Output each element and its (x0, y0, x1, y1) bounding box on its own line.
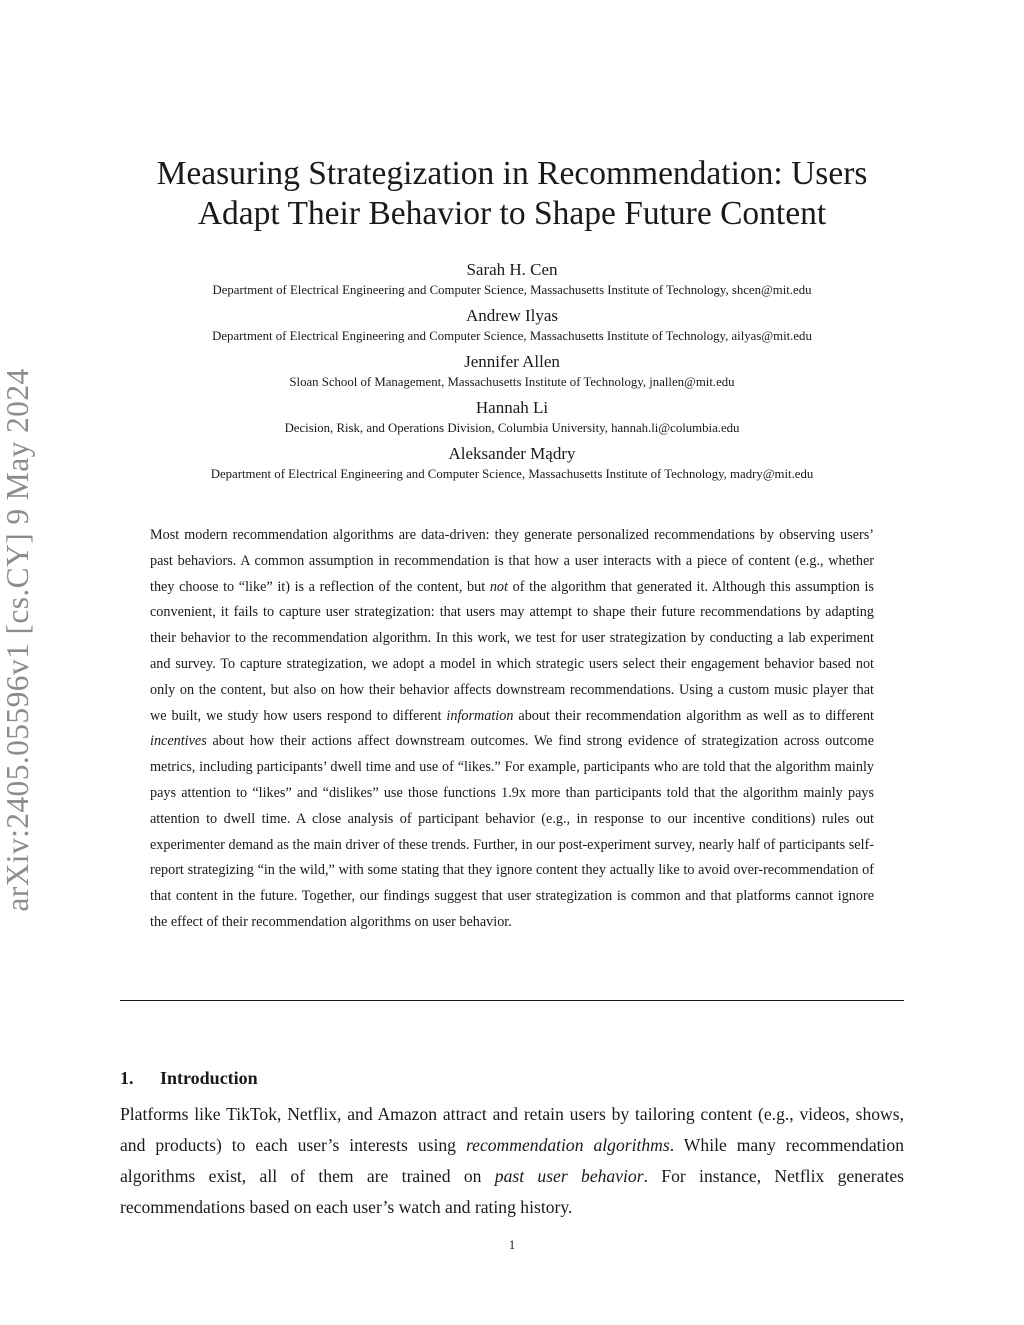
section-title: Introduction (160, 1068, 258, 1088)
author-affiliation: Decision, Risk, and Operations Division, Columbia University, hannah.li@columbia.edu (284, 421, 740, 435)
author-block (100, 443, 924, 483)
page-number: 1 (508, 1238, 516, 1252)
introduction-paragraph (120, 1099, 904, 1223)
intro-text: . For instance, Netflix generates recommendations based on each user’s watch and rating history. (120, 1166, 904, 1217)
abstract-text: Most modern recommendation algorithms are data-driven: they generate personalized recommendations by observing users’ past behaviors. A common assumption in recommendation is that how a user interacts with a piece of content (e.g., whether they choose to “like” it) is a reflection of the content, but (150, 527, 874, 595)
author-affiliation: Department of Electrical Engineering and Computer Science, Massachusetts Institute of Technology, shcen@mit.edu (212, 283, 812, 297)
author-affiliation: Department of Electrical Engineering and Computer Science, Massachusetts Institute of Technology, ailyas@mit.edu (212, 329, 812, 343)
author-name: Aleksander Mądry (448, 444, 576, 463)
author-name: Sarah H. Cen (466, 260, 558, 279)
abstract-emphasis: information (446, 707, 514, 724)
arxiv-identifier-text: arXiv:2405.05596v1 [cs.CY] 9 May 2024 (0, 368, 35, 912)
author-block (100, 305, 924, 345)
intro-emphasis: past user behavior (494, 1166, 644, 1186)
intro-emphasis: recommendation algorithms (465, 1135, 670, 1155)
intro-text: . While many recommendation algorithms exist, all of them are trained on (120, 1135, 905, 1186)
title-line-2: Adapt Their Behavior to Shape Future Content (197, 195, 827, 232)
section-heading-introduction (120, 1068, 258, 1089)
author-list (100, 259, 924, 489)
author-block (100, 397, 924, 437)
abstract-emphasis: incentives (150, 733, 207, 750)
abstract-text: about how their actions affect downstream outcomes. We find strong evidence of strategization across outcome metrics, including participants’ dwell time and use of “likes.” For example, participants who are told that the algorithm mainly pays attention to “likes” and “dislikes” use those functions 1.9x more than participants told that the algorithm mainly pays attention to dwell time. A close analysis of participant behavior (e.g., in response to our incentive conditions) rules out experimenter demand as the main driver of these trends. Further, in our post-experiment survey, nearly half of participants self-report strategizing “in the wild,” with some stating that they ignore content they actually like to avoid over-recommendation of that content in the future. Together, our findings suggest that user strategization is common and that platforms cannot ignore the effect of their recommendation algorithms on user behavior. (150, 733, 874, 930)
abstract (150, 523, 874, 936)
paper-title (100, 154, 924, 234)
abstract-emphasis: not (489, 578, 508, 595)
author-affiliation: Department of Electrical Engineering and Computer Science, Massachusetts Institute of Technology, madry@mit.edu (210, 467, 814, 481)
abstract-text: of the algorithm that generated it. Although this assumption is convenient, it fails to capture user strategization: that users may attempt to shape their future recommendations by adapting their behavior to the recommendation algorithm. In this work, we test for user strategization by conducting a lab experiment and survey. To capture strategization, we adopt a model in which strategic users select their engagement behavior based not only on the content, but also on how their behavior affects downstream recommendations. Using a custom music player that we built, we study how users respond to different (150, 578, 874, 724)
intro-text: Platforms like TikTok, Netflix, and Amazon attract and retain users by tailoring content (e.g., videos, shows, and products) to each user’s interests using (120, 1104, 904, 1155)
title-line-1: Measuring Strategization in Recommendation: Users (156, 155, 868, 192)
author-name: Hannah Li (475, 398, 549, 417)
author-name: Jennifer Allen (464, 352, 560, 371)
author-block (100, 259, 924, 299)
abstract-text: about their recommendation algorithm as well as to different (513, 707, 874, 724)
author-block (100, 351, 924, 391)
author-affiliation: Sloan School of Management, Massachusetts Institute of Technology, jnallen@mit.edu (289, 375, 735, 389)
author-name: Andrew Ilyas (465, 306, 559, 325)
section-number: 1. (120, 1068, 134, 1088)
abstract-divider (120, 1000, 904, 1001)
